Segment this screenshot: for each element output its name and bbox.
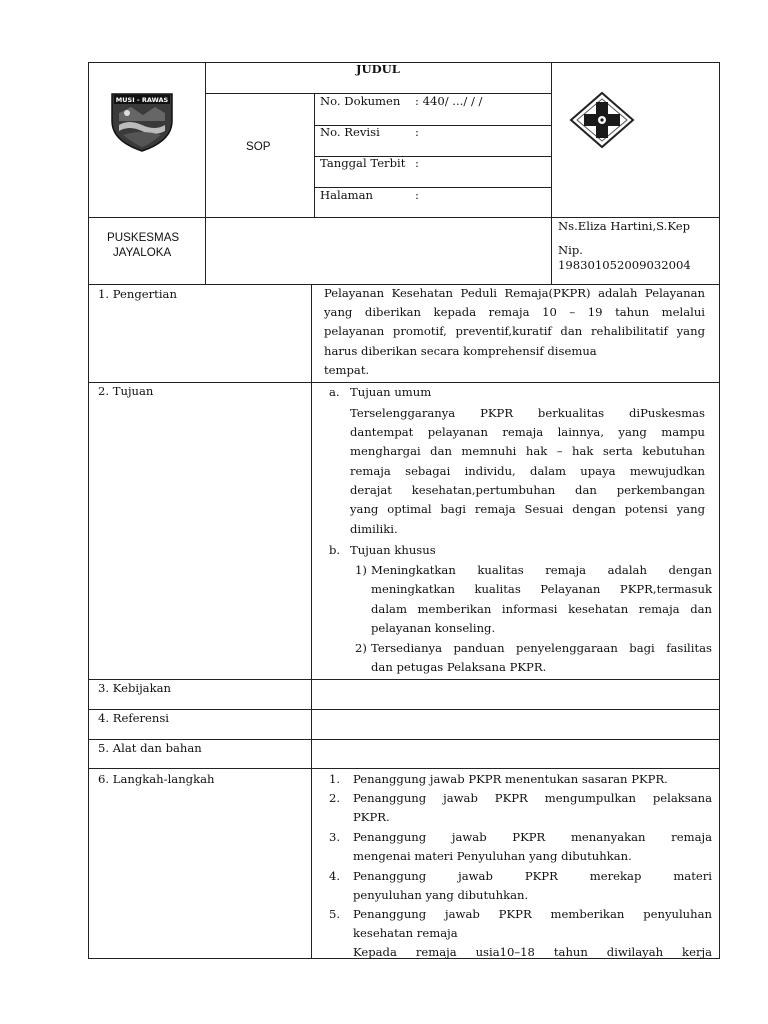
- langkah-line: Penanggung jawab PKPR merekap materi: [353, 869, 712, 883]
- halaman-value: :: [415, 188, 419, 202]
- langkah-line: PKPR.: [353, 810, 390, 824]
- tujuan-khusus-line: Tersedianya panduan penyelenggaraan bagi fasilitas: [371, 641, 712, 655]
- row1-bottom-border: [88, 382, 720, 383]
- section-label-alat-bahan: 5. Alat dan bahan: [98, 741, 202, 755]
- langkah-line: Penanggung jawab PKPR menanyakan remaja: [353, 830, 712, 844]
- table-top-border: [88, 62, 720, 63]
- right-logo-col-divider: [551, 62, 552, 285]
- pengertian-line: yang diberikan kepada remaja 10 – 19 tahun melalui: [324, 305, 705, 319]
- row2-bottom-border: [88, 679, 720, 680]
- logo-col-divider: [205, 62, 206, 285]
- pengertian-line: pelayanan promotif, preventif,kuratif dan rehalibilitatif yang: [324, 324, 705, 338]
- tujuan-khusus-line: dan petugas Pelaksana PKPR.: [371, 660, 547, 674]
- tujuan-umum-line: Terselenggaranya PKPR berkualitas diPuskesmas: [350, 406, 705, 420]
- tujuan-umum-title: Tujuan umum: [350, 385, 432, 399]
- section-label-kebijakan: 3. Kebijakan: [98, 681, 171, 695]
- tujuan-umum-line: yang optimal bagi remaja Sesuai dengan potensi yang: [350, 502, 705, 516]
- tujuan-khusus-line: Meningkatkan kualitas remaja adalah dengan: [371, 563, 712, 577]
- puskesmas-logo: [567, 91, 637, 149]
- puskesmas-name-line1: PUSKESMAS: [107, 231, 180, 244]
- musi-rawas-logo: [109, 91, 175, 153]
- halaman-label: Halaman: [320, 188, 374, 202]
- tujuan-umum-line: remaja sebagai individu, dalam upaya mewujudkan: [350, 464, 705, 478]
- tujuan-khusus-marker: b.: [329, 543, 341, 557]
- tanggal-terbit-value: :: [415, 156, 419, 170]
- table-left-border: [88, 62, 89, 959]
- tujuan-khusus-num: 2): [355, 641, 367, 655]
- langkah-num: 4.: [329, 869, 341, 883]
- row3-bottom-border: [88, 709, 720, 710]
- langkah-num: 3.: [329, 830, 341, 844]
- langkah-line: Penanggung jawab PKPR mengumpulkan pelaksana: [353, 791, 712, 805]
- tujuan-umum-line: menghargai dan memnuhi hak – hak serta kebutuhan: [350, 444, 705, 458]
- langkah-line: Penanggung jawab PKPR memberikan penyuluhan: [353, 907, 712, 921]
- tujuan-umum-line: dimiliki.: [350, 522, 398, 536]
- row5-bottom-border: [88, 768, 720, 769]
- section-label-tujuan: 2. Tujuan: [98, 384, 154, 398]
- tanggal-terbit-label: Tanggal Terbit: [320, 156, 406, 170]
- langkah-line: kesehatan remaja: [353, 926, 458, 940]
- tujuan-khusus-num: 1): [355, 563, 367, 577]
- section-label-langkah: 6. Langkah-langkah: [98, 772, 215, 786]
- no-dokumen-label: No. Dokumen: [320, 94, 401, 108]
- table-right-border: [719, 62, 720, 959]
- tujuan-umum-marker: a.: [329, 385, 340, 399]
- langkah-line: Kepada remaja usia10–18 tahun diwilayah kerja: [353, 945, 712, 959]
- langkah-num: 5.: [329, 907, 341, 921]
- body-col-divider: [311, 284, 312, 959]
- tujuan-khusus-line: dalam memberikan informasi kesehatan remaja dan: [371, 602, 712, 616]
- signer-name: Ns.Eliza Hartini,S.Kep: [558, 219, 691, 233]
- langkah-num: 1.: [329, 772, 341, 786]
- langkah-line: mengenai materi Penyuluhan yang dibutuhkan.: [353, 849, 632, 863]
- tujuan-khusus-line: pelayanan konseling.: [371, 621, 496, 635]
- no-revisi-label: No. Revisi: [320, 125, 380, 139]
- logo-text: MUSI - RAWAS: [115, 96, 169, 104]
- tujuan-umum-line: dantempat pelayanan remaja lainnya, yang mampu: [350, 425, 705, 439]
- judul-title: JUDUL: [356, 62, 400, 76]
- puskesmas-cross-icon: [567, 91, 637, 149]
- tujuan-khusus-line: meningkatkan kualitas Pelayanan PKPR,termasuk: [371, 582, 712, 596]
- tujuan-khusus-title: Tujuan khusus: [350, 543, 436, 557]
- pengertian-line: harus diberikan secara komprehensif disemua: [324, 344, 597, 358]
- pengertian-line: Pelayanan Kesehatan Peduli Remaja(PKPR) adalah Pelayanan: [324, 286, 705, 300]
- pengertian-line: tempat.: [324, 363, 370, 377]
- signer-nip: 198301052009032004: [558, 258, 691, 272]
- section-label-referensi: 4. Referensi: [98, 711, 170, 725]
- section-label-pengertian: 1. Pengertian: [98, 287, 177, 301]
- musi-rawas-emblem-icon: [109, 91, 175, 153]
- no-revisi-value: :: [415, 125, 419, 139]
- signer-nip-label: Nip.: [558, 243, 583, 257]
- sop-label: SOP: [246, 140, 271, 153]
- langkah-line: penyuluhan yang dibutuhkan.: [353, 888, 529, 902]
- no-dokumen-value: : 440/ .../ / /: [415, 94, 483, 108]
- tujuan-umum-line: derajat kesehatan,pertumbuhan dan perkembangan: [350, 483, 705, 497]
- sop-col-divider: [314, 93, 315, 218]
- langkah-line: Penanggung jawab PKPR menentukan sasaran PKPR.: [353, 772, 668, 786]
- puskesmas-name-line2: JAYALOKA: [113, 246, 172, 259]
- langkah-num: 2.: [329, 791, 341, 805]
